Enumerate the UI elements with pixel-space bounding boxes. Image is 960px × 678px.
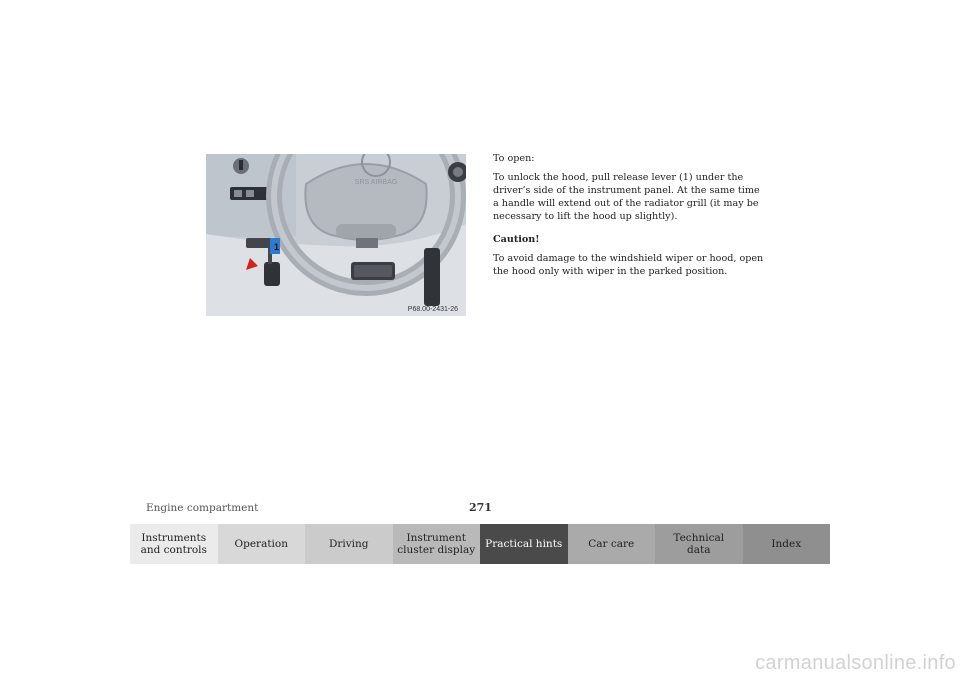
- figure-code: P68.00-2431-26: [407, 306, 458, 313]
- nav-index[interactable]: [743, 524, 831, 564]
- nav-technical-data[interactable]: [655, 524, 743, 564]
- caution-title: Caution!: [493, 234, 540, 245]
- chapter-navigation: [130, 524, 830, 564]
- content-text: [493, 152, 768, 284]
- nav-car-care[interactable]: [568, 524, 656, 564]
- nav-instruments-and-controls[interactable]: [130, 524, 218, 564]
- nav-label: Operation: [234, 538, 288, 550]
- hood-release-illustration: [206, 154, 466, 316]
- caution-text: To avoid damage to the windshield wiper or hood, open the hood only with wiper in the parked position.: [493, 253, 764, 277]
- nav-instrument-cluster-display[interactable]: [393, 524, 481, 564]
- nav-label: Driving: [328, 538, 369, 550]
- nav-label: Instrument cluster display: [397, 532, 476, 556]
- dashboard-illustration: [206, 154, 466, 316]
- airbag-text: SRS AIRBAG: [354, 179, 398, 186]
- heading-to-open: To open:: [493, 153, 535, 164]
- callout-number: 1: [274, 242, 280, 252]
- nav-label: Instruments and controls: [140, 532, 207, 556]
- watermark: carmanualsonline.info: [755, 652, 956, 674]
- nav-practical-hints[interactable]: [480, 524, 568, 564]
- nav-driving[interactable]: [305, 524, 393, 564]
- nav-label: Car care: [588, 538, 635, 550]
- section-title: Engine compartment: [146, 502, 259, 514]
- page-number: 271: [469, 501, 492, 514]
- nav-label: Index: [771, 538, 802, 550]
- nav-label: Practical hints: [485, 538, 563, 550]
- nav-operation[interactable]: [218, 524, 306, 564]
- nav-label: Technical data: [673, 532, 725, 556]
- unlock-instructions: To unlock the hood, pull release lever (1) under the driver’s side of the instrument panel. At the same time a handle will extend out of the radiator grill (it may be necessary to lift the hood up slightly).: [493, 172, 760, 222]
